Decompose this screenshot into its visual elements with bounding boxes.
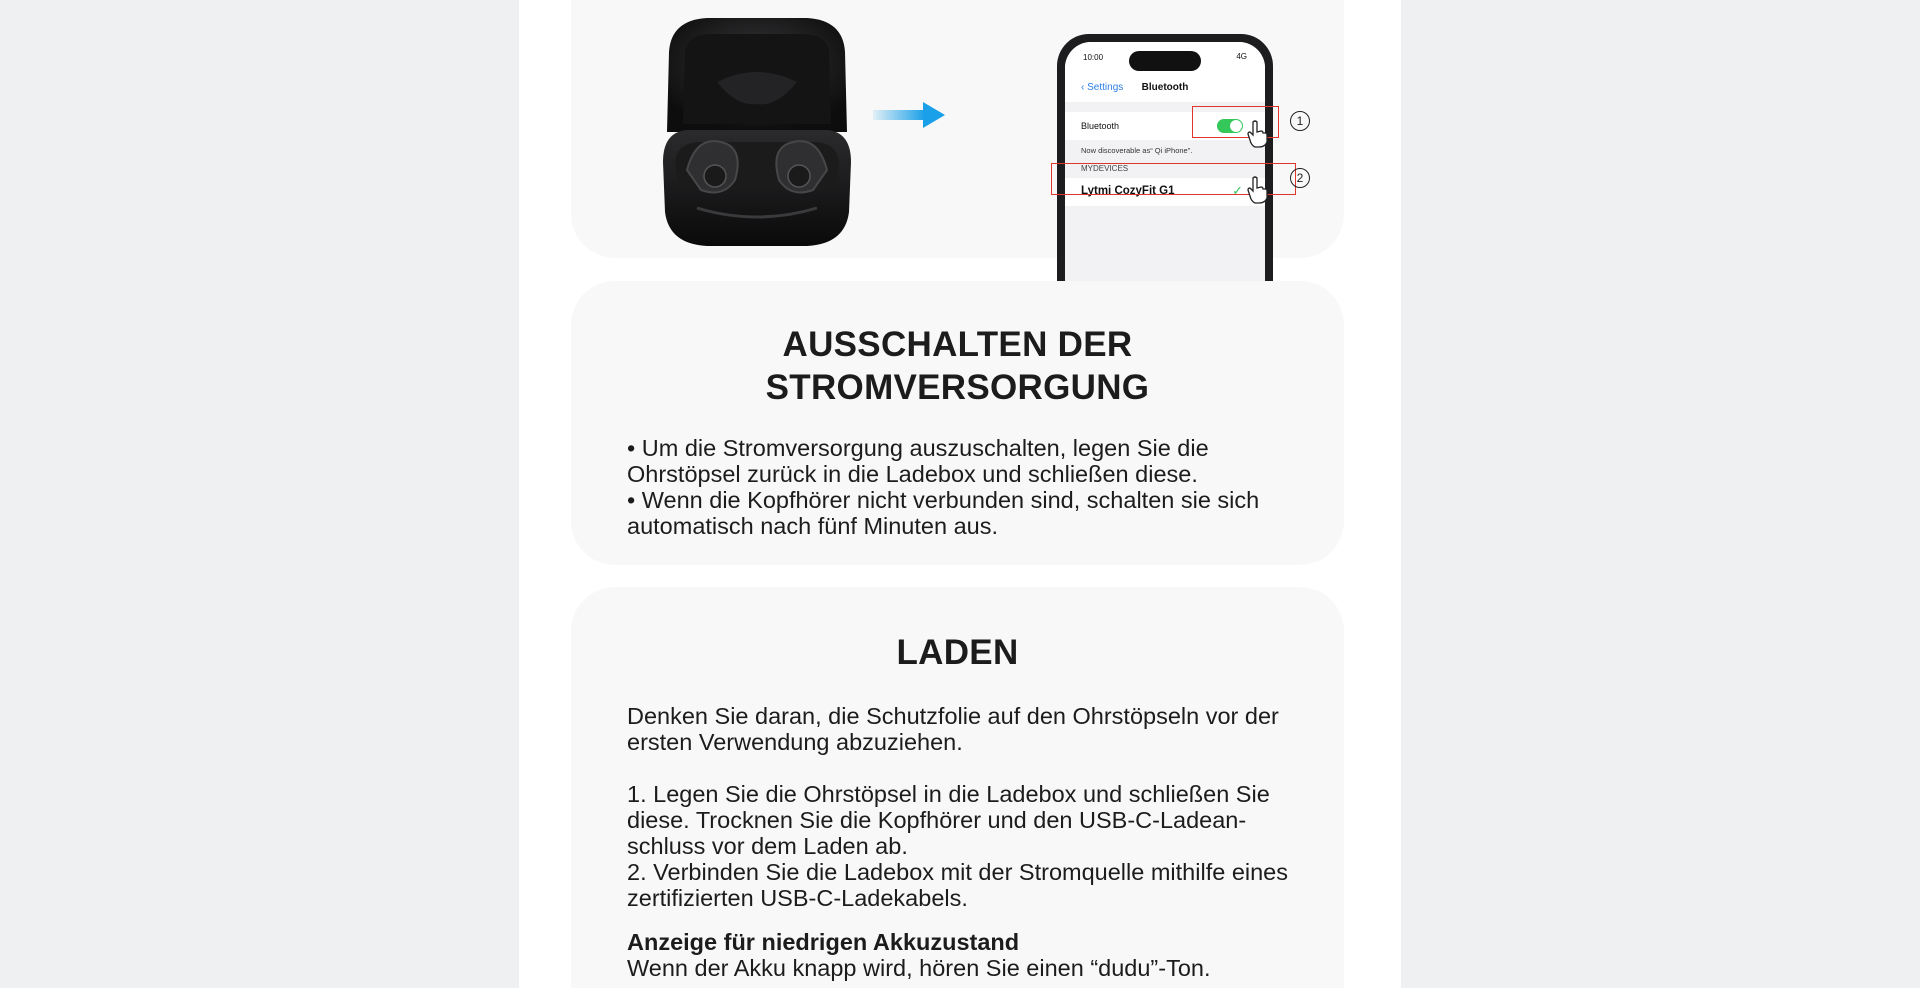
hand-pointer-icon xyxy=(1247,176,1269,204)
charging-card xyxy=(571,587,1344,988)
screen-title: Bluetooth xyxy=(1141,82,1189,93)
step-paragraph: 2. Verbinden Sie die Ladebox mit der Stromquelle mithilfe eines zertifizierten USB-C-Ladekabels. xyxy=(627,859,1288,911)
power-off-text xyxy=(627,435,1307,539)
step-paragraph: 1. Legen Sie die Ohrstöpsel in die Ladebox und schließen Sie diese. Trocknen Sie die Kopfhörer und den USB-C-Ladean-schluss vor dem Laden ab. xyxy=(627,781,1270,859)
bluetooth-row: Bluetooth xyxy=(1065,112,1265,140)
device-row: Lytmi CozyFit G1 ✓ xyxy=(1065,178,1265,206)
chevron-left-icon: ‹ xyxy=(1081,82,1085,93)
dynamic-island xyxy=(1129,51,1201,71)
low-battery-text: Wenn der Akku knapp wird, hören Sie einen “dudu”-Ton. xyxy=(627,955,1211,981)
back-link: ‹ Settings xyxy=(1081,82,1124,93)
charging-title: LADEN xyxy=(896,633,1019,672)
charging-text xyxy=(627,703,1307,981)
step-number-2: 2 xyxy=(1290,168,1310,188)
discoverable-text: Now discoverable as“ Qi iPhone”. xyxy=(1081,146,1193,155)
status-signal: 4G xyxy=(1236,52,1247,61)
hand-pointer-icon xyxy=(1247,120,1269,148)
power-off-card xyxy=(571,281,1344,565)
pairing-card xyxy=(571,0,1344,258)
power-off-title: AUSSCHALTEN DER STROMVERSORGUNG xyxy=(765,325,1150,407)
status-time: 10:00 xyxy=(1083,53,1104,62)
low-battery-heading: Anzeige für niedrigen Akkuzustand xyxy=(627,929,1020,955)
checkmark-icon: ✓ xyxy=(1232,183,1243,198)
arrow-right-icon xyxy=(873,102,945,128)
earbuds-case-image xyxy=(657,12,857,250)
step-number-1: 1 xyxy=(1290,111,1310,131)
bullet-item: • Um die Stromversorgung auszuschalten, legen Sie die Ohrstöpsel zurück in die Ladebox und schließen diese. xyxy=(627,435,1209,487)
bullet-item: • Wenn die Kopfhörer nicht verbunden sind, schalten sie sich automatisch nach fünf Minuten aus. xyxy=(627,487,1260,539)
manual-page xyxy=(519,0,1401,988)
my-devices-label: MYDEVICES xyxy=(1081,164,1129,173)
phone-mockup xyxy=(1057,34,1273,284)
intro-paragraph: Denken Sie daran, die Schutzfolie auf den Ohrstöpseln vor der ersten Verwendung abzuziehen. xyxy=(627,703,1279,755)
